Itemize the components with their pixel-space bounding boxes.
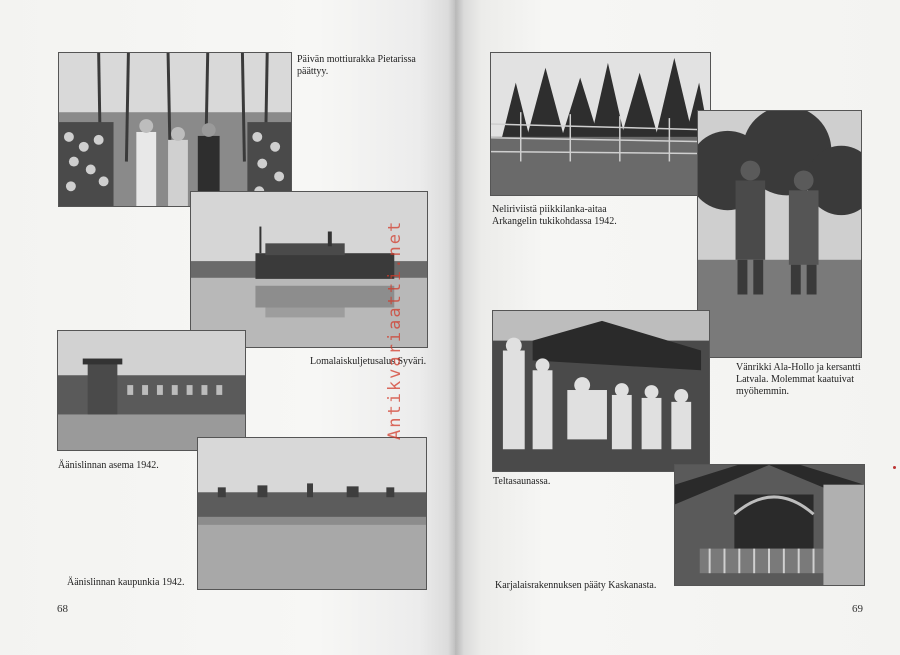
caption-line: päättyy. [297,66,329,77]
caption-sauna: Teltasaunassa. [493,476,551,487]
photo-fence [490,52,711,196]
caption-line: Päivän mottiurakka Pietarissa [297,54,416,65]
page-number-right: 69 [852,603,863,615]
photo-soldiers [697,110,862,358]
photo-woodcutters [58,52,292,207]
caption-line: Vänrikki Ala-Hollo ja kersantti [736,362,861,373]
caption-ship: Lomalaiskuljetusalus Syväri. [310,356,427,367]
page-number-left: 68 [57,603,68,615]
caption-woodcutters [297,54,416,78]
photo-house [674,464,865,586]
photo-city [197,437,427,590]
photo-sauna [492,310,710,472]
caption-line: Neliriviistä piikkilanka-aitaa [492,204,607,215]
caption-city: Äänislinnan kaupunkia 1942. [67,577,185,588]
caption-house: Karjalaisrakennuksen pääty Kaskanasta. [495,580,657,591]
book-gutter [448,0,464,655]
caption-line: Latvala. Molemmat kaatuivat [736,374,855,385]
caption-fence [492,204,617,228]
photo-station [57,330,246,451]
watermark-text: Antikvariaatti.net [385,219,405,440]
caption-station: Äänislinnan asema 1942. [58,460,159,471]
caption-soldiers [736,362,861,398]
caption-line: Arkangelin tukikohdassa 1942. [492,216,617,227]
caption-line: myöhemmin. [736,386,790,397]
red-speck [893,466,896,469]
